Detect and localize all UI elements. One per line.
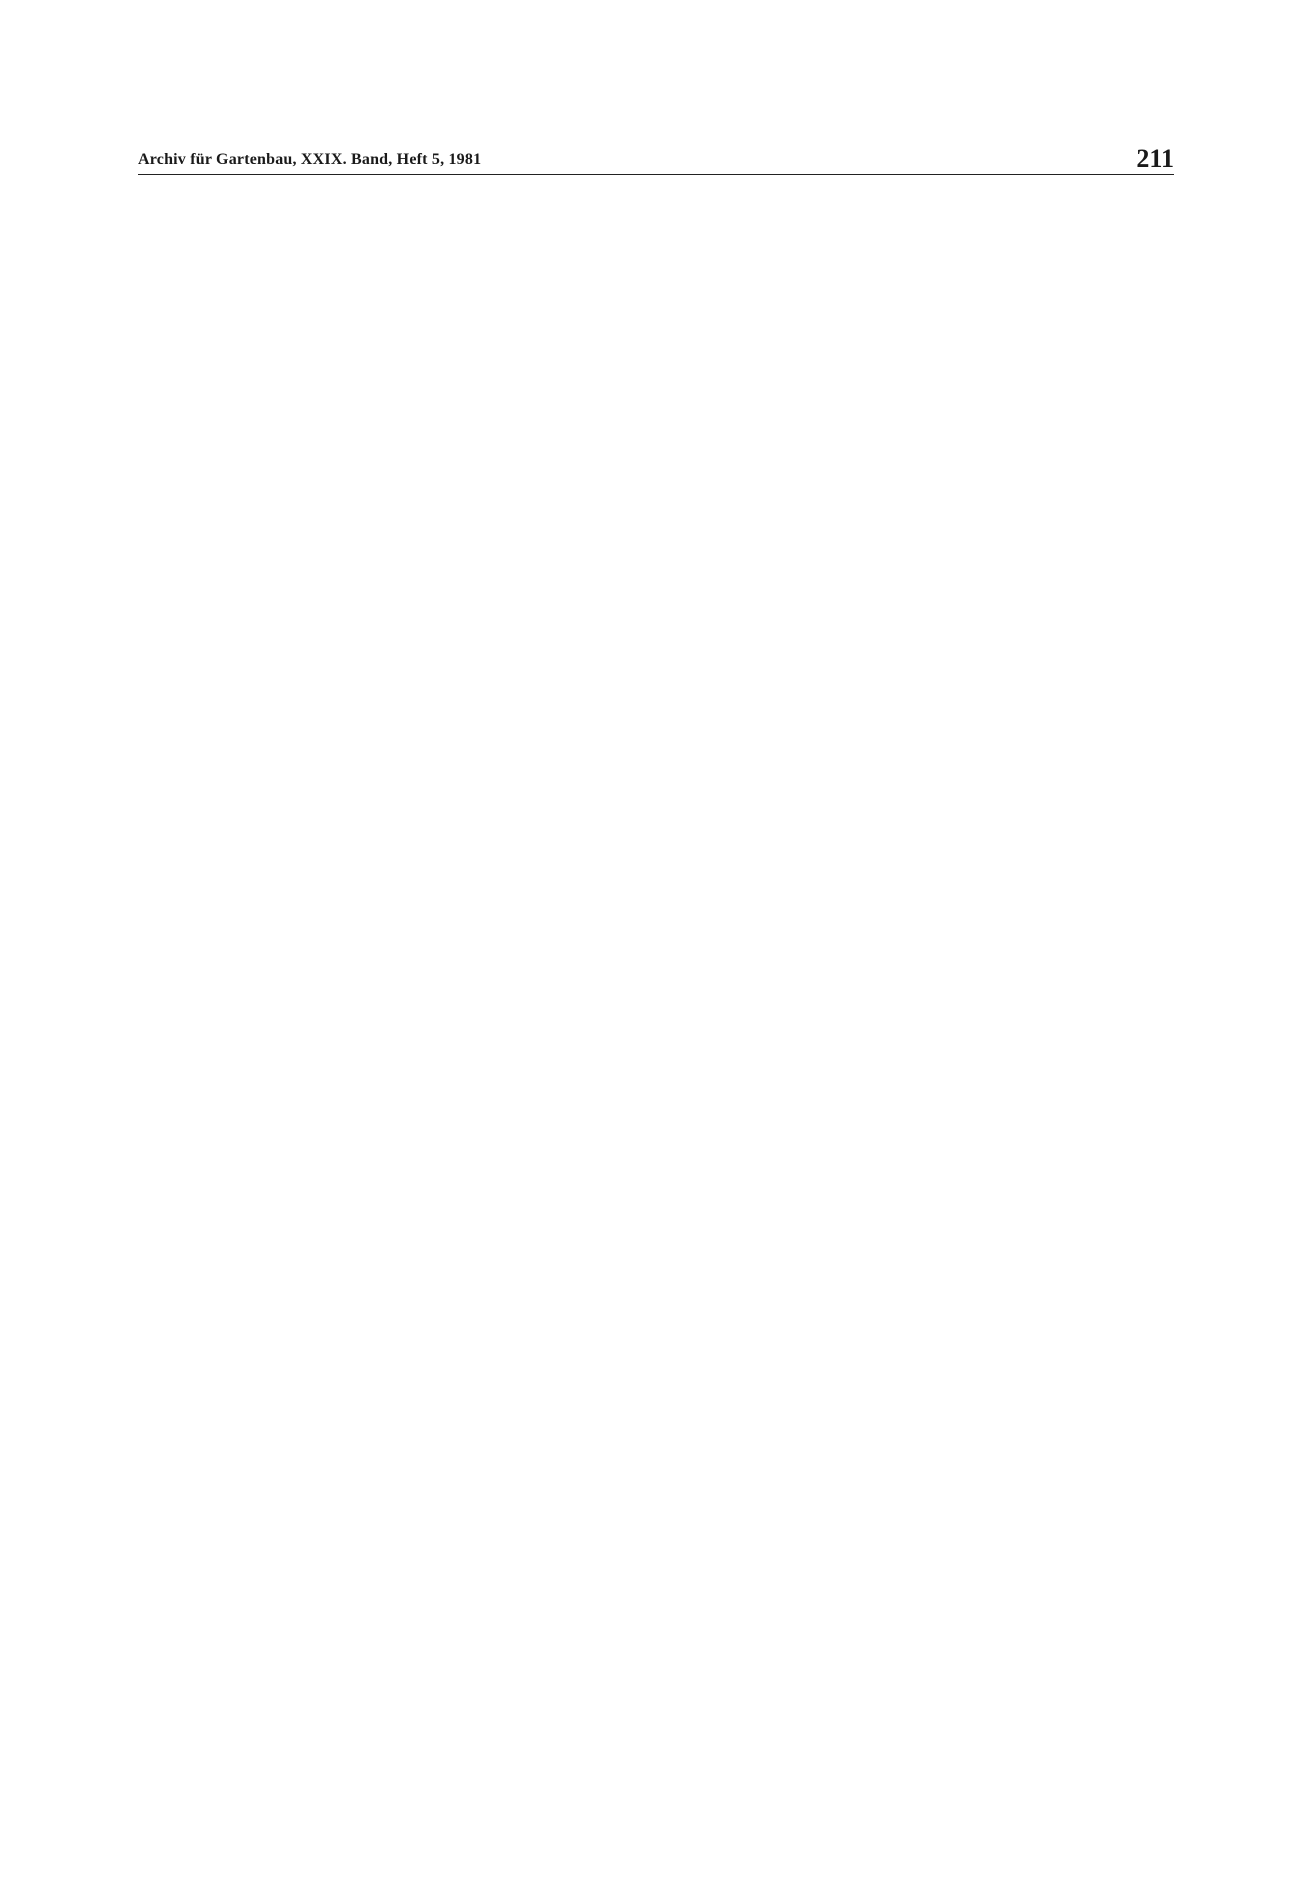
- page-number: 211: [1136, 144, 1174, 173]
- rotated-table-block: [1030, 185, 1300, 1685]
- running-head: Archiv für Gartenbau, XXIX. Band, Heft 5, 1981: [138, 151, 482, 168]
- header-rule: [138, 174, 1174, 175]
